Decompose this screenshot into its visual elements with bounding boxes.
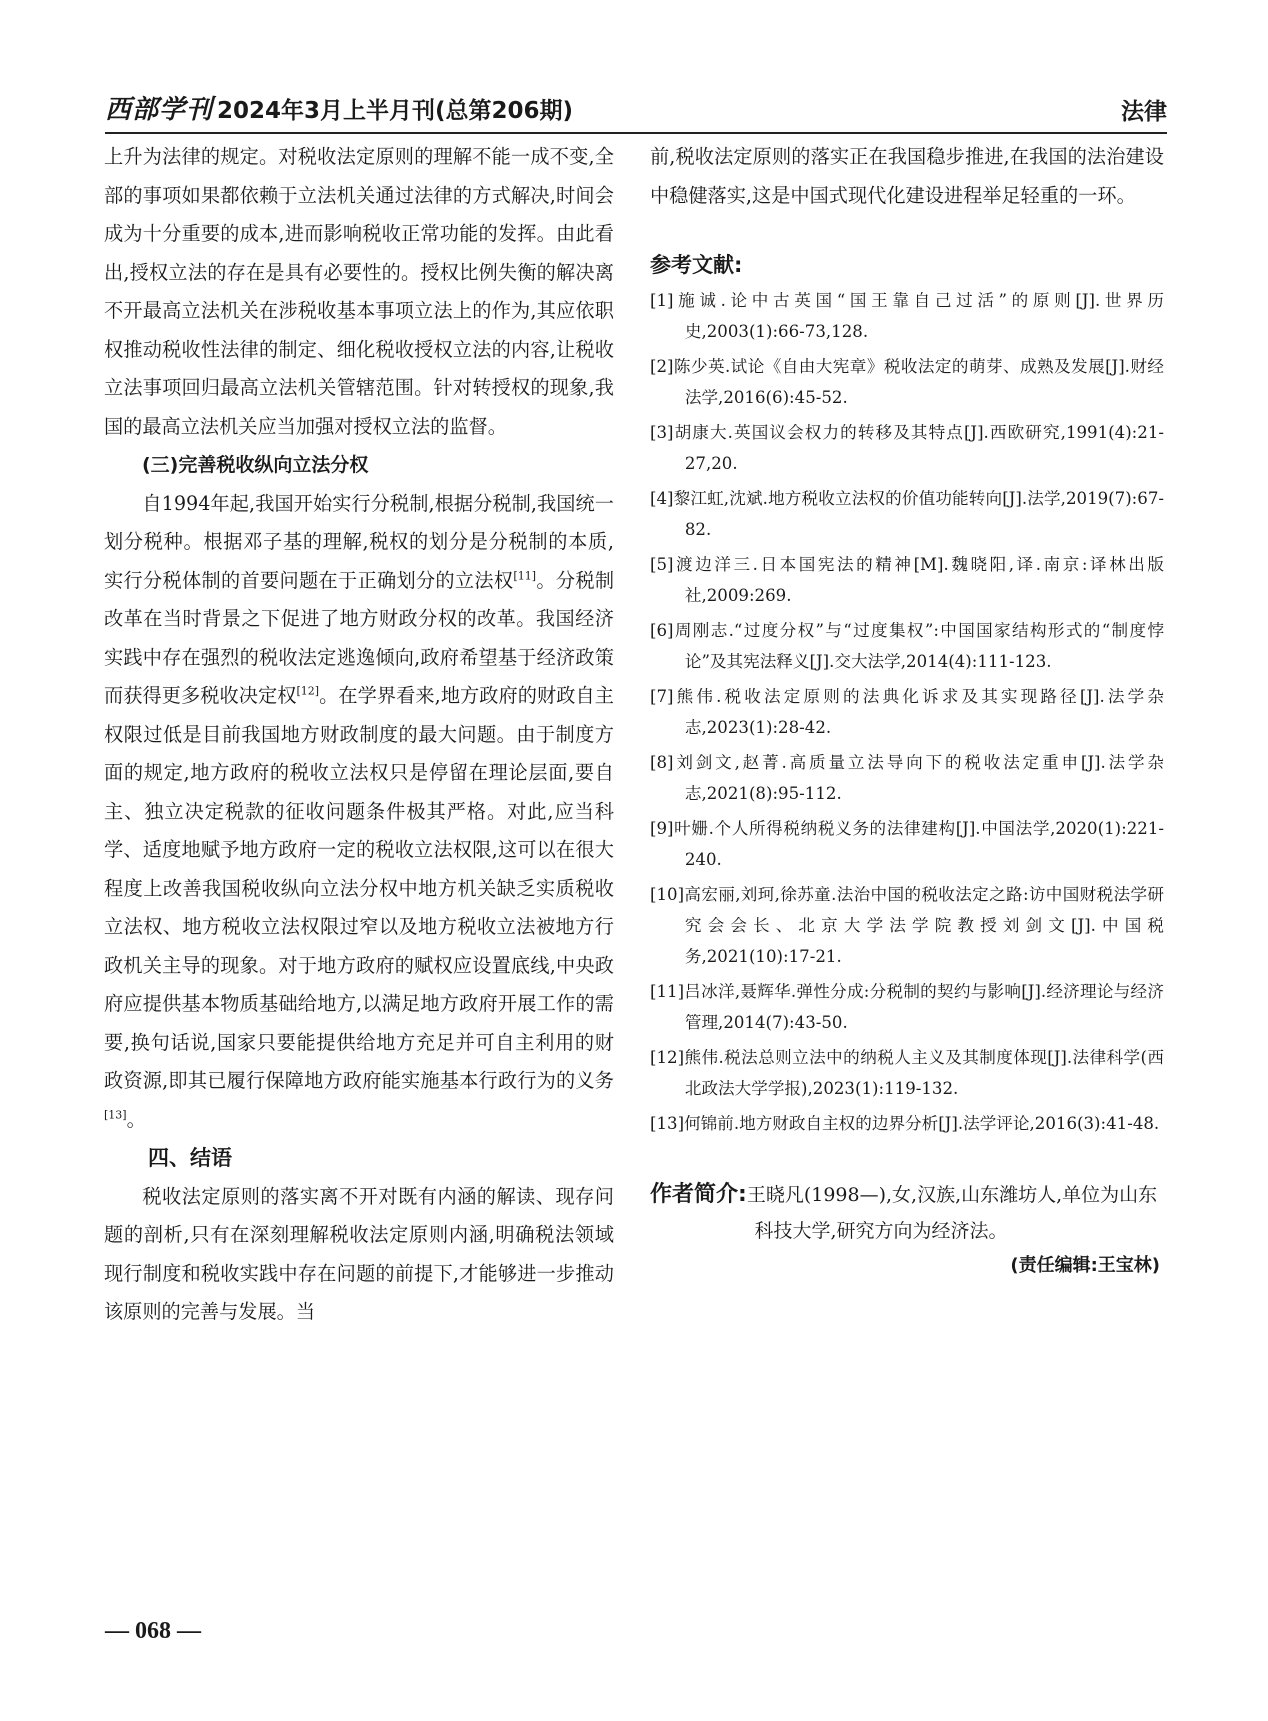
author-bio [650, 1177, 1164, 1249]
subsection-heading: (三)完善税收纵向立法分权 [142, 454, 369, 476]
reference-item: [6]周刚志.“过度分权”与“过度集权”:中国国家结构形式的“制度悖论”及其宪法释义[J].交大法学,2014(4):111-123. [650, 621, 1164, 671]
reference-item: [12]熊伟.税法总则立法中的纳税人主义及其制度体现[J].法律科学(西北政法大学学报),2023(1):119-132. [650, 1048, 1164, 1098]
citation-12: [12] [296, 684, 320, 698]
page-header [105, 86, 1167, 134]
reference-item: [1]施诚.论中古英国“国王靠自己过活”的原则[J].世界历史,2003(1):66-73,128. [650, 291, 1164, 341]
text-segment: 自1994年起,我国开始实行分税制,根据分税制,我国统一划分税种。根据邓子基的理解,税权的划分是分税制的本质,实行分税体制的首要问题在于正确划分的立法权 [104, 491, 614, 592]
author-bio-text: 王晓凡(1998—),女,汉族,山东潍坊人,单位为山东科技大学,研究方向为经济法。 [746, 1184, 1158, 1242]
masthead [105, 89, 573, 126]
reference-item: [2]陈少英.试论《自由大宪章》税收法定的萌芽、成熟及发展[J].财经法学,2016(6):45-52. [650, 357, 1164, 407]
citation-11: [11] [513, 569, 537, 583]
paragraph-conclusion: 税收法定原则的落实离不开对既有内涵的解读、现存问题的剖析,只有在深刻理解税收法定原则内涵,明确税法领域现行制度和税收实践中存在问题的前提下,才能够进一步推动该原则的完善与发展。当 [104, 1184, 614, 1323]
text-segment: 。 [126, 1107, 146, 1131]
reference-item: [3]胡康大.英国议会权力的转移及其特点[J].西欧研究,1991(4):21-27,20. [650, 423, 1164, 473]
paragraph-tax-division [104, 485, 614, 1140]
reference-item: [4]黎江虹,沈斌.地方税收立法权的价值功能转向[J].法学,2019(7):67-82. [650, 489, 1164, 539]
citation-13: [13] [104, 1108, 127, 1122]
responsible-editor: (责任编辑:王宝林) [1010, 1255, 1160, 1276]
paragraph-continued: 上升为法律的规定。对税收法定原则的理解不能一成不变,全部的事项如果都依赖于立法机关通过法律的方式解决,时间会成为十分重要的成本,进而影响税收正常功能的发挥。由此看出,授权立法的存在是具有必要性的。授权比例失衡的解决离不开最高立法机关在涉税收基本事项立法上的作为,其应依职权推动税收性法律的制定、细化税收授权立法的内容,让税收立法事项回归最高立法机关管辖范围。针对转授权的现象,我国的最高立法机关应当加强对授权立法的监督。 [104, 145, 614, 438]
reference-item: [5]渡边洋三.日本国宪法的精神[M].魏晓阳,译.南京:译林出版社,2009:269. [650, 555, 1164, 605]
section-heading-conclusion: 四、结语 [148, 1146, 232, 1170]
page-number: — 068 — [105, 1618, 201, 1644]
references-title: 参考文献: [650, 253, 743, 277]
right-column [650, 138, 1164, 1283]
reference-item: [7]熊伟.税收法定原则的法典化诉求及其实现路径[J].法学杂志,2023(1):28-42. [650, 687, 1164, 737]
text-segment: 。在学界看来,地方政府的财政自主权限过低是目前我国地方财政制度的最大问题。由于制度方面的规定,地方政府的税收立法权只是停留在理论层面,要自主、独立决定税款的征收问题条件极其严格。对此,应当科学、适度地赋予地方政府一定的税收立法权限,这可以在很大程度上改善我国税收纵向立法分权中地方机关缺乏实质税收立法权、地方税收立法权限过窄以及地方税收立法被地方行政机关主导的现象。对于地方政府的赋权应设置底线,中央政府应提供基本物质基础给地方,以满足地方政府开展工作的需要,换句话说,国家只要能提供给地方充足并可自主利用的财政资源,即其已履行保障地方政府能实施基本行政行为的义务 [104, 684, 614, 1092]
left-column [104, 138, 614, 1332]
author-bio-label: 作者简介: [650, 1182, 747, 1207]
reference-item: [11]吕冰洋,聂辉华.弹性分成:分税制的契约与影响[J].经济理论与经济管理,2014(7):43-50. [650, 982, 1164, 1032]
reference-item: [9]叶姗.个人所得税纳税义务的法律建构[J].中国法学,2020(1):221-240. [650, 819, 1164, 869]
paragraph-conclusion-continued: 前,税收法定原则的落实正在我国稳步推进,在我国的法治建设中稳健落实,这是中国式现代化建设进程举足轻重的一环。 [650, 145, 1164, 207]
reference-item: [8]刘剑文,赵菁.高质量立法导向下的税收法定重申[J].法学杂志,2021(8):95-112. [650, 753, 1164, 803]
journal-logo: 西部学刊 [105, 95, 214, 125]
reference-item: [13]何锦前.地方财政自主权的边界分析[J].法学评论,2016(3):41-48. [650, 1114, 1160, 1133]
section-name: 法律 [1121, 99, 1167, 125]
reference-item: [10]高宏丽,刘珂,徐苏童.法治中国的税收法定之路:访中国财税法学研究会会长、北京大学法学院教授刘剑文[J].中国税务,2021(10):17-21. [650, 885, 1164, 966]
issue-info: 2024年3月上半月刊(总第206期) [217, 98, 574, 124]
text-segment: 。分税制改革在当时背景之下促进了地方财政分权的改革。我国经济实践中存在强烈的税收法定逃逸倾向,政府希望基于经济政策而获得更多税收决定权 [104, 568, 615, 707]
